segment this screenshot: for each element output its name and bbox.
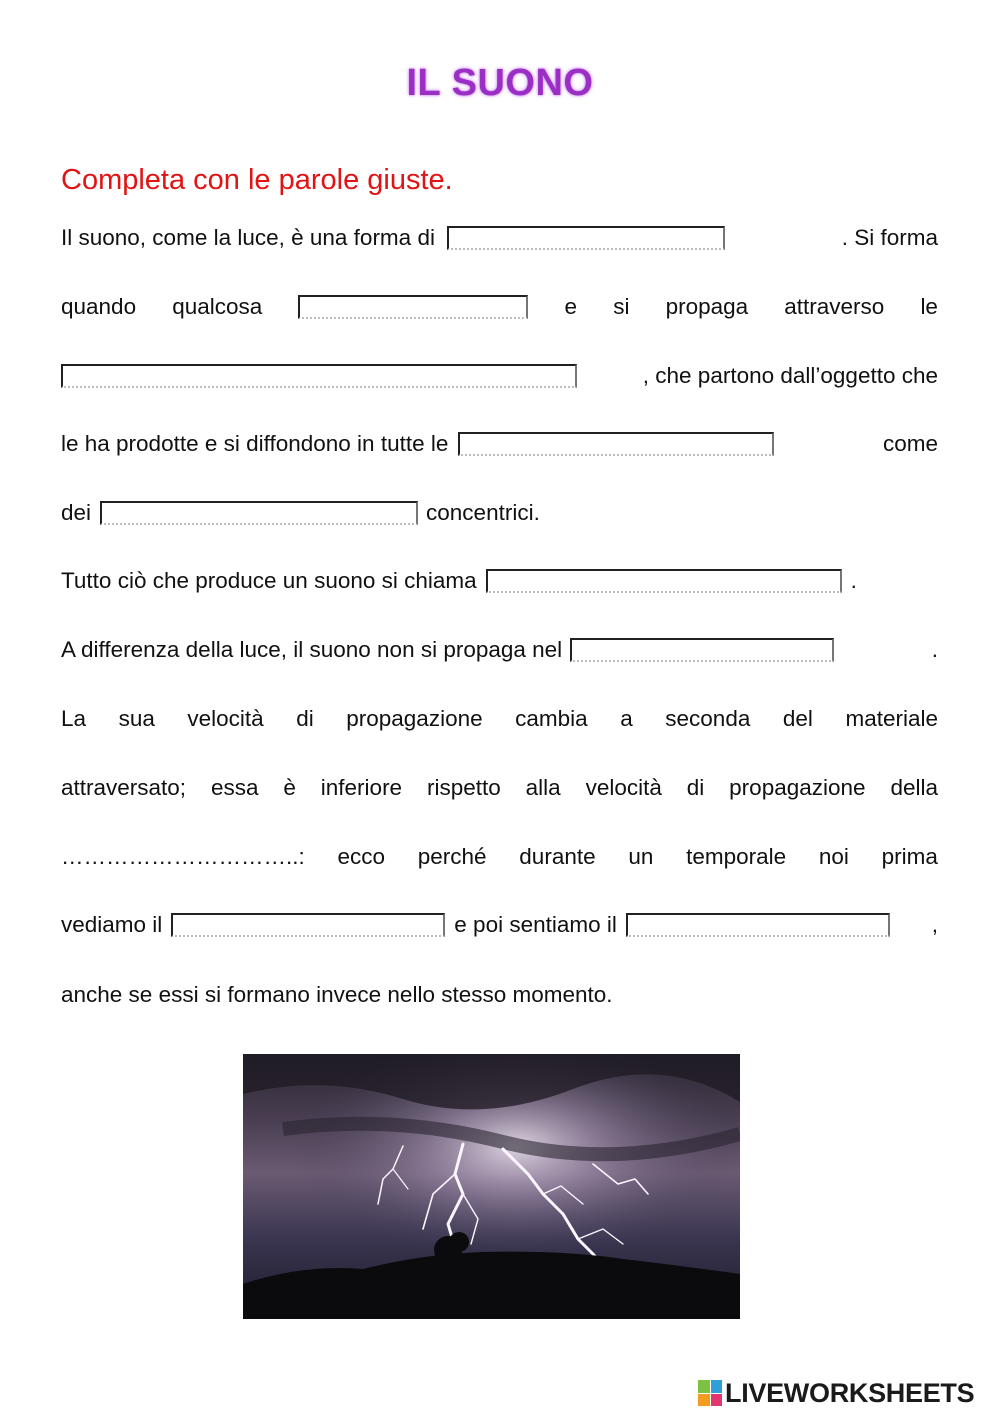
word: materiale	[845, 706, 938, 731]
text-line-6	[61, 564, 938, 598]
word: durante	[519, 844, 596, 869]
line-text: dei	[61, 500, 92, 525]
word: propaga	[665, 294, 749, 319]
line-text: concentrici.	[426, 500, 540, 525]
word: La	[61, 706, 87, 731]
word: seconda	[665, 706, 751, 731]
text-line-7	[61, 633, 938, 667]
word: attraversato;	[61, 775, 187, 800]
word: alla	[525, 775, 561, 800]
line-text: come	[882, 431, 938, 456]
answer-blank-2[interactable]	[298, 295, 528, 319]
line-text: .	[850, 568, 857, 593]
text-line-3	[61, 359, 938, 393]
answer-blank-5[interactable]	[100, 501, 418, 525]
text-line-11	[61, 908, 938, 942]
liveworksheets-logo	[698, 1378, 974, 1408]
logo-text: LIVEWORKSHEETS	[725, 1377, 975, 1408]
word: di	[296, 706, 314, 731]
line-text: A differenza della luce, il suono non si propaga nel	[61, 637, 563, 662]
word: un	[628, 844, 654, 869]
word: della	[890, 775, 938, 800]
word: velocità	[585, 775, 662, 800]
line-text: ,	[931, 912, 938, 937]
word: è	[283, 775, 296, 800]
word: a	[620, 706, 633, 731]
word: ecco	[337, 844, 386, 869]
text-line-5	[61, 496, 938, 530]
line-text: e poi sentiamo il	[454, 912, 617, 937]
word: temporale	[686, 844, 787, 869]
line-text: . Si forma	[841, 225, 938, 250]
word: propagazione	[346, 706, 483, 731]
answer-blank-1[interactable]	[447, 226, 725, 250]
text-line-12	[61, 978, 938, 1012]
word: prima	[881, 844, 938, 869]
answer-blank-6[interactable]	[486, 569, 842, 593]
line-text: , che partono dall’oggetto che	[642, 363, 938, 388]
word: noi	[818, 844, 849, 869]
word: sua	[118, 706, 155, 731]
line-text: .	[931, 637, 938, 662]
word: rispetto	[426, 775, 501, 800]
word: quando	[61, 294, 137, 319]
word: si	[613, 294, 630, 319]
answer-blank-3[interactable]	[61, 364, 577, 388]
lightning-storm-photo	[243, 1054, 740, 1319]
word: essa	[210, 775, 259, 800]
word: perché	[417, 844, 487, 869]
line-text: Tutto ciò che produce un suono si chiama	[61, 568, 477, 593]
line-text: Il suono, come la luce, è una forma di	[61, 225, 435, 250]
word: qualcosa	[172, 294, 263, 319]
word: del	[782, 706, 813, 731]
word: propagazione	[729, 775, 866, 800]
word: e	[564, 294, 578, 319]
text-line-1	[61, 221, 938, 255]
lightning-illustration	[243, 1054, 740, 1319]
word: di	[686, 775, 705, 800]
word: le	[920, 294, 938, 319]
instruction-heading: Completa con le parole giuste.	[61, 164, 453, 196]
line-text: anche se essi si formano invece nello stesso momento.	[61, 982, 613, 1007]
word: velocità	[187, 706, 264, 731]
line-text: le ha prodotte e si diffondono in tutte le	[61, 431, 449, 456]
text-line-4	[61, 427, 938, 461]
line-text: vediamo il	[61, 912, 163, 937]
word: inferiore	[320, 775, 403, 800]
text-line-9	[61, 771, 938, 805]
text-line-2	[61, 290, 938, 324]
answer-blank-8[interactable]	[171, 913, 445, 937]
liveworksheets-mark-icon	[698, 1380, 722, 1406]
dotted-answer-placeholder: …………………………..:	[61, 844, 305, 869]
text-line-8	[61, 702, 938, 736]
answer-blank-4[interactable]	[458, 432, 774, 456]
word: attraverso	[784, 294, 885, 319]
answer-blank-7[interactable]	[570, 638, 834, 662]
answer-blank-9[interactable]	[626, 913, 890, 937]
worksheet-title: IL SUONO	[406, 62, 594, 104]
text-line-10	[61, 840, 938, 874]
word: cambia	[515, 706, 588, 731]
